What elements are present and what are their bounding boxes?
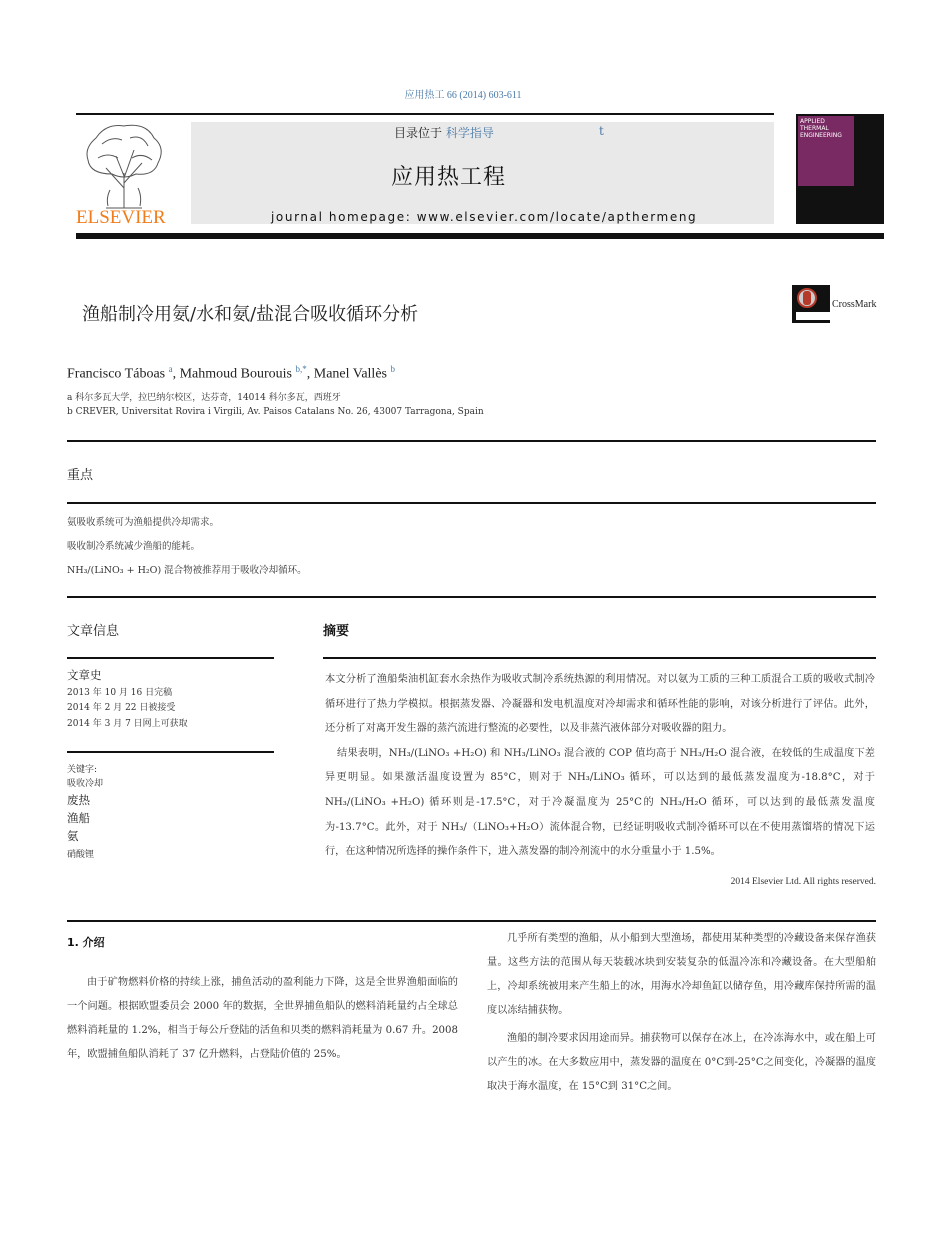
article-info-heading: 文章信息	[67, 624, 120, 639]
crossmark-underline	[796, 312, 830, 320]
toc-suffix: t	[599, 124, 604, 138]
intro-right-column	[487, 1027, 876, 1099]
intro-heading: 1. 介绍	[67, 936, 105, 949]
author-affil-mark[interactable]: a	[168, 364, 173, 374]
history-accepted: 2014 年 2 月 22 日被接受	[67, 703, 176, 713]
abstract-rule	[323, 657, 876, 659]
section-rule	[67, 502, 876, 504]
journal-citation[interactable]: 应用热工 66 (2014) 603-611	[404, 90, 522, 101]
info-rule	[67, 751, 274, 753]
history-online: 2014 年 3 月 7 日网上可获取	[67, 719, 188, 729]
journal-title: 应用热工程	[391, 165, 507, 190]
author-name[interactable]: Francisco Táboas	[67, 366, 169, 382]
intro-left-column	[67, 971, 458, 1067]
keyword-item: 硝酸锂	[67, 850, 95, 860]
keywords-heading: 关键字:	[67, 765, 98, 775]
header-top-rule	[76, 113, 774, 115]
intro-paragraph: 几乎所有类型的渔船，从小船到大型渔场，都使用某种类型的冷藏设备来保存渔获量。这些方法的范围从每天装载冰块到安装复杂的低温冷冻和冷藏设备。在大型船舶上，冷却系统被用来产生船上的冰，用海水冷却鱼缸以储存鱼，用冷藏库保持所需的温度以冻结捕获物。	[487, 933, 876, 1016]
highlight-item: NH₃/(LiNO₃ + H₂O) 混合物被推荐用于吸收冷却循环。	[67, 565, 307, 576]
section-rule	[67, 596, 876, 598]
intro-paragraph: 渔船的制冷要求因用途而异。捕获物可以保存在冰上，在冷冻海水中，或在船上可以产生的冰。在大多数应用中，蒸发器的温度在 0°C到-25°C之间变化，冷凝器的温度取决于海水温度，在 15°C到 31°C之间。	[487, 1033, 876, 1092]
history-received: 2013 年 10 月 16 日完稿	[67, 688, 173, 698]
copyright-notice: 2014 Elsevier Ltd. All rights reserved.	[730, 877, 876, 887]
section-rule	[67, 920, 876, 922]
toc-prefix: 目录位于	[394, 126, 443, 140]
toc-line	[394, 124, 494, 141]
article-title: 渔船制冷用氨/水和氨/盐混合吸收循环分析	[82, 304, 419, 325]
section-rule	[67, 440, 876, 442]
highlight-item: 氨吸收系统可为渔船提供冷却需求。	[67, 517, 220, 528]
keyword-item: 渔船	[67, 811, 90, 825]
header-thick-rule	[76, 233, 884, 239]
author-name[interactable]: , Mahmoud Bourouis	[172, 366, 296, 382]
author-affil-mark[interactable]: b,*	[295, 364, 307, 374]
author-list	[67, 364, 395, 383]
abstract-heading: 摘要	[323, 624, 350, 639]
journal-cover-title: APPLIED THERMAL ENGINEERING	[800, 118, 842, 139]
crossmark-icon-center	[803, 291, 811, 305]
keyword-item: 废热	[67, 793, 90, 807]
info-rule	[67, 657, 274, 659]
abstract-body	[325, 668, 875, 865]
affiliation-b: b CREVER, Universitat Rovira i Virgili, Av. Paisos Catalans No. 26, 43007 Tarragona, Spain	[67, 407, 484, 417]
highlights-heading: 重点	[67, 468, 94, 483]
keyword-item: 吸收冷却	[67, 779, 104, 789]
abstract-paragraph: 结果表明，NH₃/(LiNO₃ +H₂O) 和 NH₃/LiNO₃ 混合液的 COP 值均高于 NH₃/H₂O 混合液，在较低的生成温度下差异更明显。如果激活温度设置为 85°C，则对于 NH₃/LiNO₃ 循环，可以达到的最低蒸发温度为-18.8°C，对于 NH₃/(LiNO₃ +H₂O) 循环则是-17.5°C，对于冷凝温度为 25°C的 NH₃/H₂O 循环，可以达到的最低蒸发温度为-13.7°C。此外，对于 NH₃/（LiNO₃+H₂O）流体混合物，已经证明吸收式制冷循环可以在不使用蒸馏塔的情况下运行，在这种情况所选择的操作条件下，进入蒸发器的制冷剂流中的水分重量小于 1.5%。	[325, 747, 875, 858]
journal-homepage[interactable]: journal homepage: www.elsevier.com/locate/apthermeng	[271, 210, 698, 224]
keyword-item: 氨	[67, 829, 79, 843]
author-name[interactable]: , Manel Vallès	[306, 366, 391, 382]
crossmark-label[interactable]: CrossMark	[832, 299, 877, 310]
history-heading: 文章史	[67, 668, 102, 682]
highlight-item: 吸收制冷系统减少渔船的能耗。	[67, 541, 201, 552]
intro-paragraph: 由于矿物燃料价格的持续上涨，捕鱼活动的盈利能力下降，这是全世界渔船面临的一个问题。根据欧盟委员会 2000 年的数据，全世界捕鱼船队的燃料消耗量约占全球总燃料消耗量的 1.2%，相当于每公斤登陆的活鱼和贝类的燃料消耗量为 0.67 升。2008 年，欧盟捕鱼船队消耗了 37 亿升燃料，占登陆价值的 25%。	[67, 977, 458, 1060]
sciencedirect-link[interactable]: 科学指导	[445, 126, 494, 140]
author-affil-mark[interactable]: b	[390, 364, 395, 374]
intro-right-column	[487, 927, 876, 1023]
affiliation-a: a 科尔多瓦大学，拉巴纳尔校区，达芬奇，14014 科尔多瓦，西班牙	[67, 393, 341, 403]
publisher-logo-text[interactable]: ELSEVIER	[76, 207, 166, 228]
abstract-paragraph: 本文分析了渔船柴油机缸套水余热作为吸收式制冷系统热源的利用情况。对以氨为工质的三种工质混合工质的吸收式制冷循环进行了热力学模拟。根据蒸发器、冷凝器和发电机温度对冷却需求和循环性能的影响，对该分析进行了评估。此外，还分析了对离开发生器的蒸汽流进行整流的必要性，以及非蒸汽液体部分对吸收器的阻力。	[325, 674, 875, 735]
